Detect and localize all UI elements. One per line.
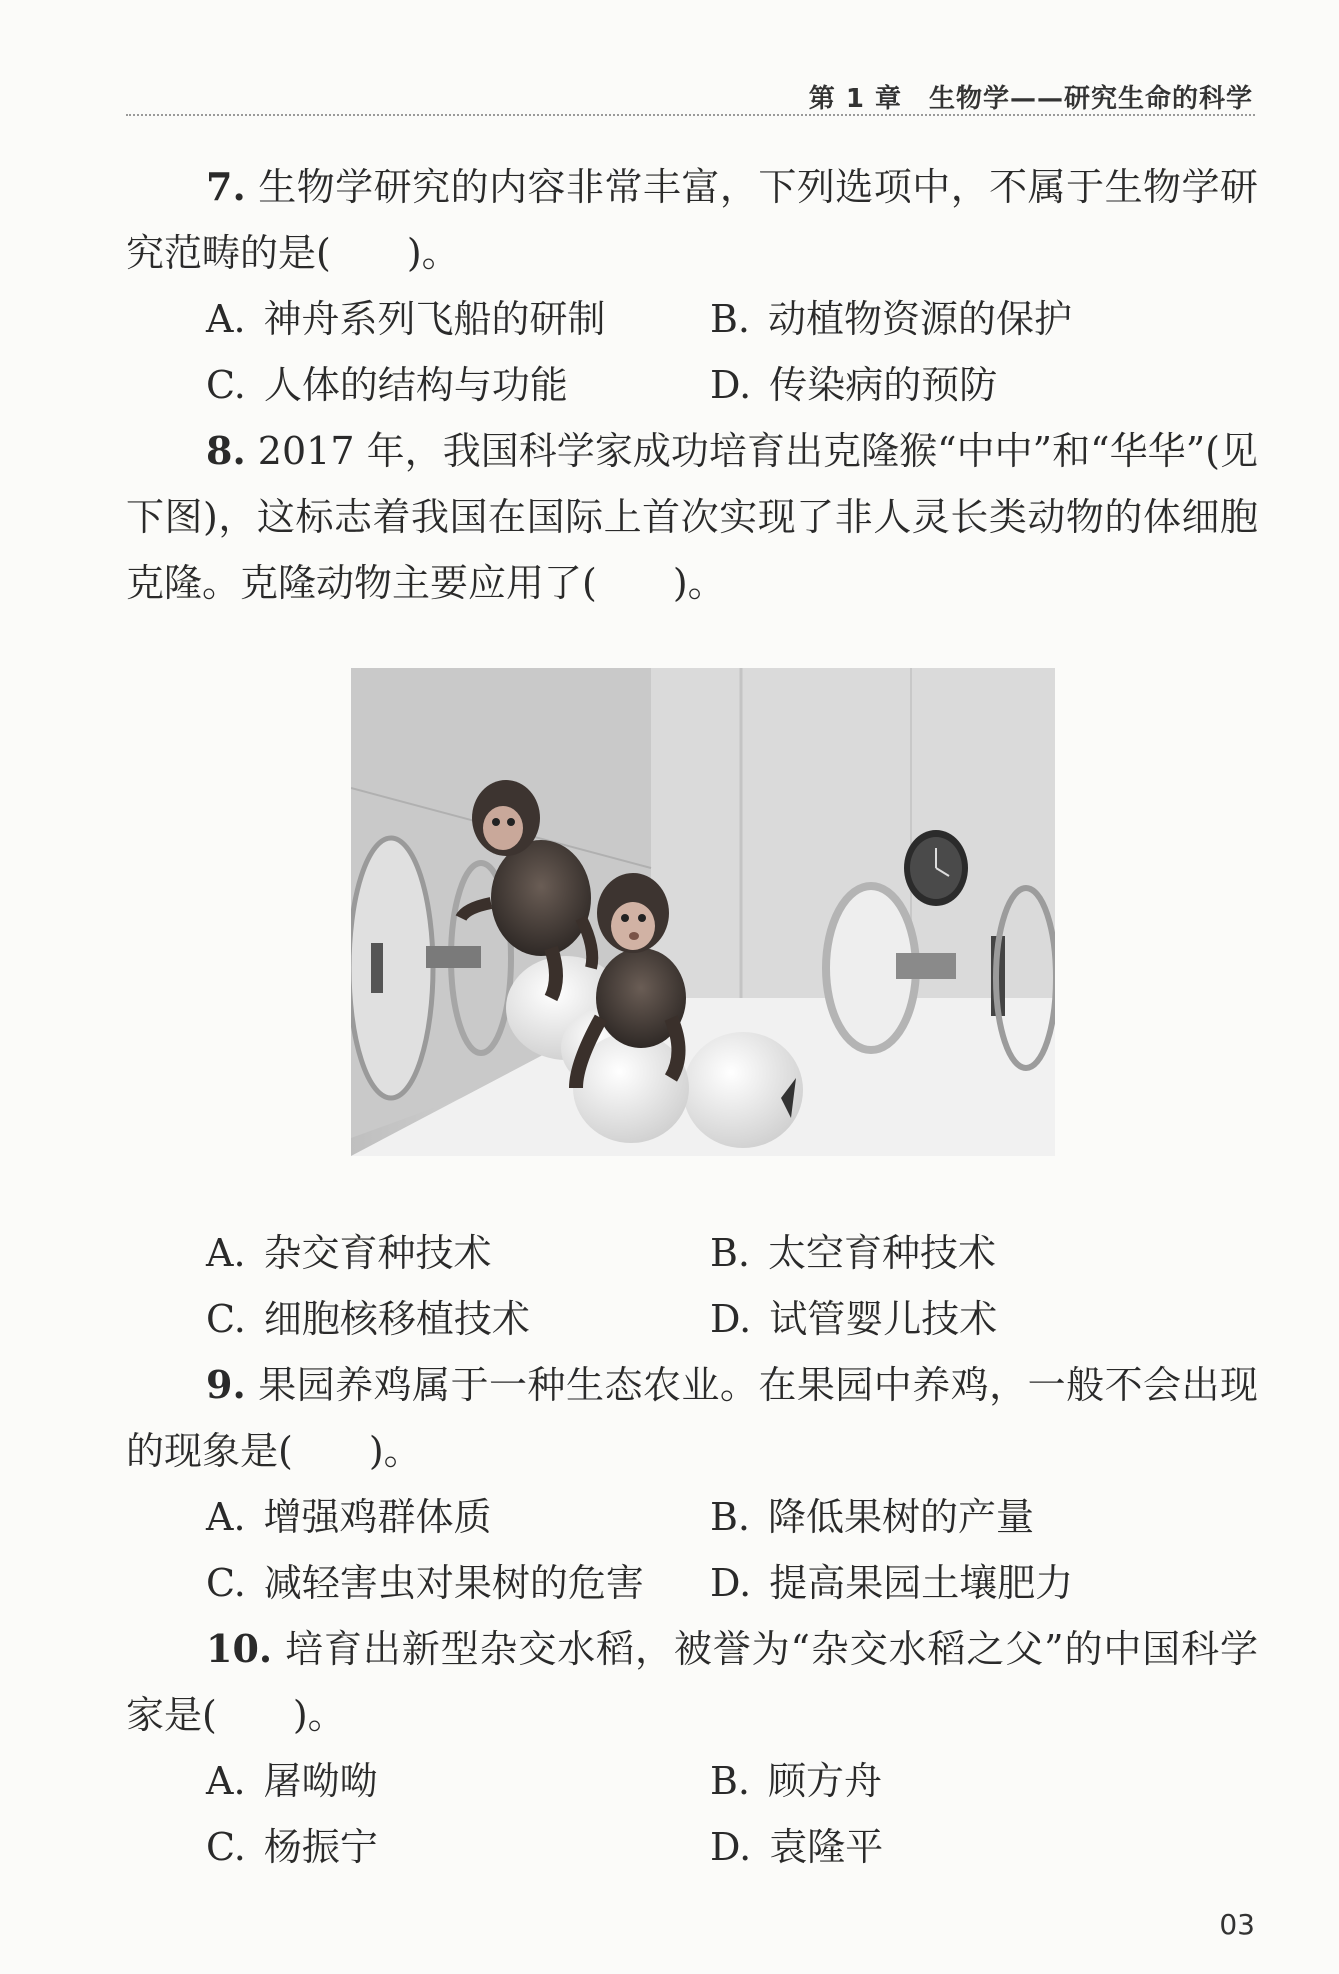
chapter-title: 第 1 章 生物学——研究生命的科学 (808, 84, 1253, 114)
option-c (126, 1286, 710, 1352)
option-letter: C. (206, 1825, 246, 1869)
option-text: 神舟系列飞船的研制 (263, 297, 606, 341)
option-letter: A. (206, 1231, 246, 1275)
question-text: 2017 年，我国科学家成功培育出克隆猴“中中”和“华华”(见下图)，这标志着我国在国际上首次实现了非人灵长类动物的体细胞克隆。克隆动物主要应用了( )。 (126, 429, 1258, 605)
option-letter: B. (710, 1759, 751, 1803)
figure-area (126, 616, 1258, 1220)
option-letter: A. (206, 1759, 246, 1803)
option-text: 减轻害虫对果树的危害 (263, 1561, 644, 1605)
option-text: 传染病的预防 (769, 363, 998, 407)
option-d (710, 1550, 1258, 1616)
options-9 (126, 1484, 1258, 1616)
question-list (126, 154, 1258, 1880)
option-b (710, 1220, 1258, 1286)
option-letter: B. (710, 297, 751, 341)
running-header (126, 70, 1255, 116)
option-a (126, 1220, 710, 1286)
question-text: 培育出新型杂交水稻，被誉为“杂交水稻之父”的中国科学家是( )。 (126, 1627, 1258, 1737)
option-c (126, 1550, 710, 1616)
option-letter: A. (206, 1495, 246, 1539)
option-letter: C. (206, 1297, 246, 1341)
question-number: 10. (206, 1626, 273, 1671)
option-letter: B. (710, 1495, 751, 1539)
option-text: 顾方舟 (768, 1759, 883, 1803)
option-text: 太空育种技术 (768, 1231, 997, 1275)
option-b (710, 286, 1258, 352)
options-7 (126, 286, 1258, 418)
option-letter: D. (710, 1297, 752, 1341)
question-number: 8. (206, 428, 246, 473)
option-letter: D. (710, 363, 752, 407)
question-number: 7. (206, 164, 246, 209)
option-b (710, 1484, 1258, 1550)
option-c (126, 1814, 710, 1880)
option-text: 动植物资源的保护 (768, 297, 1073, 341)
page-number: 03 (1219, 1908, 1255, 1941)
option-d (710, 1814, 1258, 1880)
option-text: 提高果园土壤肥力 (769, 1561, 1074, 1605)
option-text: 增强鸡群体质 (263, 1495, 492, 1539)
question-text: 果园养鸡属于一种生态农业。在果园中养鸡，一般不会出现的现象是( )。 (126, 1363, 1258, 1473)
option-letter: B. (710, 1231, 751, 1275)
option-d (710, 1286, 1258, 1352)
option-d (710, 352, 1258, 418)
question-10 (126, 1616, 1258, 1748)
options-10 (126, 1748, 1258, 1880)
question-number: 9. (206, 1362, 246, 1407)
option-text: 降低果树的产量 (768, 1495, 1035, 1539)
option-letter: C. (206, 363, 246, 407)
option-letter: A. (206, 297, 246, 341)
option-c (126, 352, 710, 418)
option-letter: D. (710, 1825, 752, 1869)
option-a (126, 286, 710, 352)
option-text: 杨振宁 (263, 1825, 378, 1869)
question-9 (126, 1352, 1258, 1484)
option-letter: C. (206, 1561, 246, 1605)
question-7 (126, 154, 1258, 286)
option-text: 屠呦呦 (263, 1759, 378, 1803)
option-text: 袁隆平 (769, 1825, 884, 1869)
option-letter: D. (710, 1561, 752, 1605)
options-8 (126, 1220, 1258, 1352)
option-text: 人体的结构与功能 (263, 363, 568, 407)
question-text: 生物学研究的内容非常丰富，下列选项中，不属于生物学研究范畴的是( )。 (126, 165, 1258, 275)
option-text: 细胞核移植技术 (263, 1297, 530, 1341)
option-a (126, 1484, 710, 1550)
option-text: 杂交育种技术 (263, 1231, 492, 1275)
cloned-monkeys-photo (351, 668, 1055, 1156)
option-text: 试管婴儿技术 (769, 1297, 998, 1341)
option-a (126, 1748, 710, 1814)
option-b (710, 1748, 1258, 1814)
question-8 (126, 418, 1258, 616)
